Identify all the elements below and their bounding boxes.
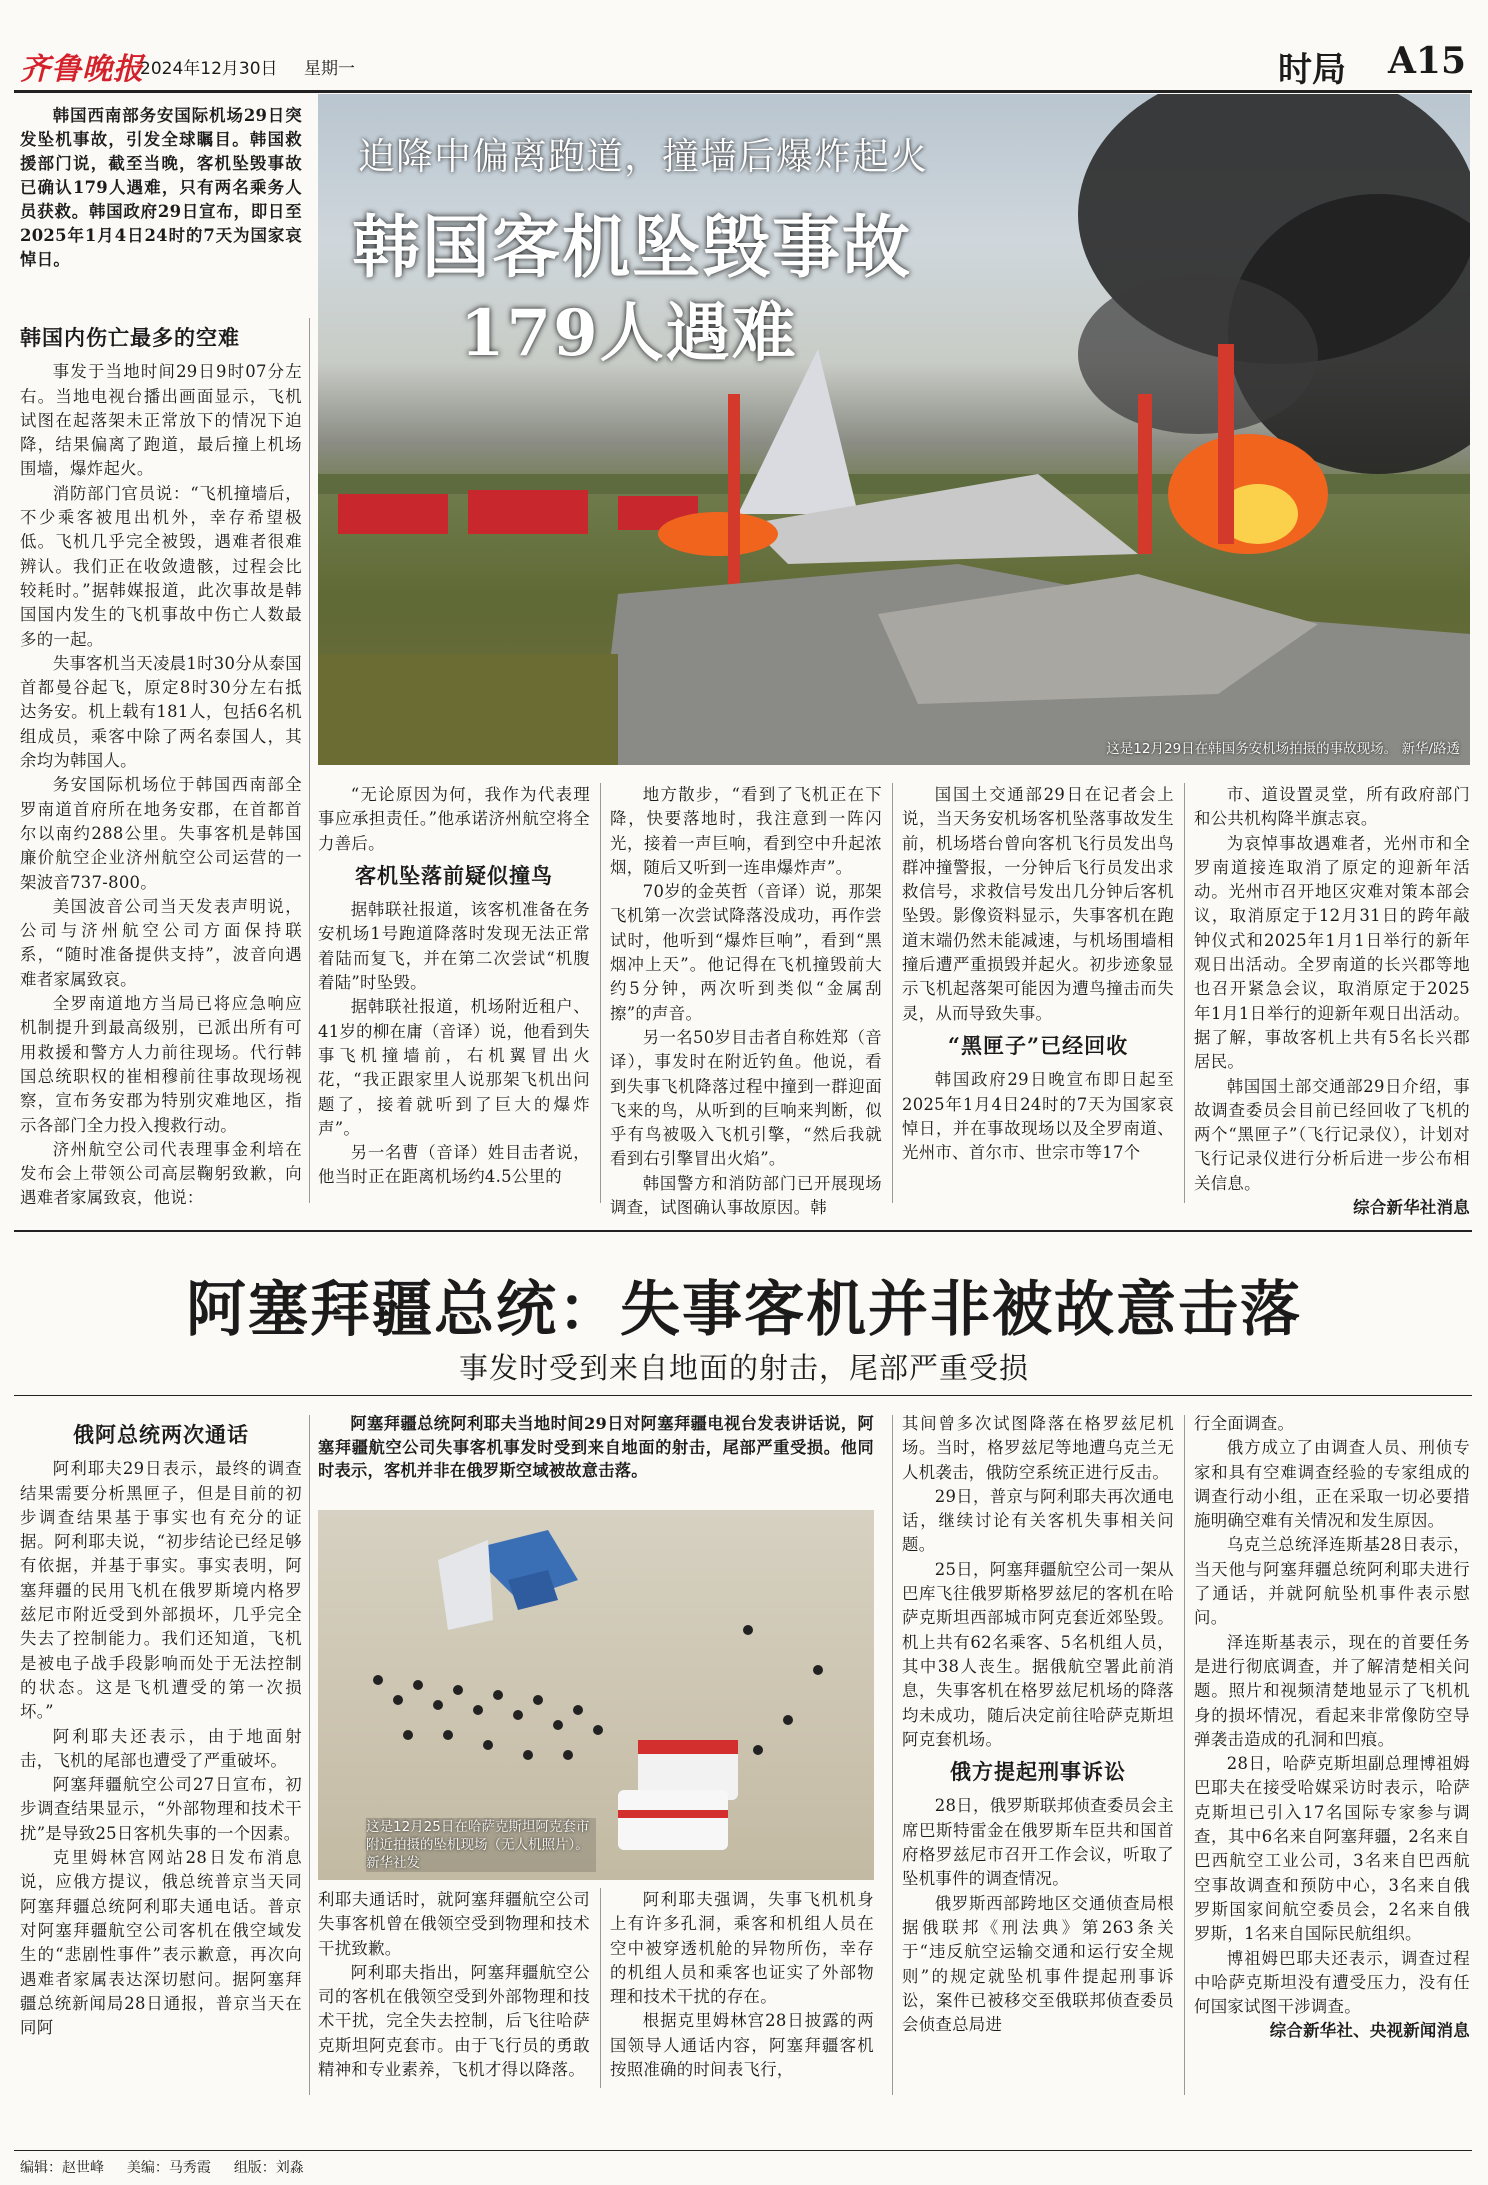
page-number: A15 bbox=[1388, 40, 1467, 82]
story2-lead: 阿塞拜疆总统阿利耶夫当地时间29日对阿塞拜疆电视台发表讲话说，阿塞拜疆航空公司失事客机事发时受到来自地面的射击，尾部严重受损。他同时表示，客机并非在俄罗斯空域被故意击落。 bbox=[318, 1414, 874, 1480]
column-divider bbox=[1184, 1415, 1185, 2095]
column-divider bbox=[309, 1415, 310, 2095]
story2-subhead-1: 俄阿总统两次通话 bbox=[73, 1422, 249, 1447]
story1-column-5: 市、道设置灵堂，所有政府部门和公共机构降半旗志哀。 为哀悼事故遇难者，光州市和全罗南道接连取消了原定的迎新年活动。光州市召开地区灾难对策本部会议，取消原定于12月31日的跨年敲钟仪式和2025年1月1日举行的新年观日出活动。全罗南道的长兴郡等地也召开紧急会议，取消原定于2025年1月1日举行的迎新年观日出活动。据了解，事故客机上共有5名长兴郡居民。 韩国国土部交通部29日介绍，事故调查委员会目前已经回收了飞机的两个“黑匣子”（飞行记录仪），计划对飞行记录仪进行分析后进一步公布相关信息。 综合新华社消息 bbox=[1194, 783, 1470, 1220]
story1-column-1: 韩国内伤亡最多的空难 事发于当地时间29日9时07分左右。当地电视台播出画面显示，飞机试图在起落架未正常放下的情况下迫降，结果偏离了跑道，最后撞上机场围墙，爆炸起火。 消防部门官员说：“飞机撞墙后，不少乘客被甩出机外，幸存希望极低。飞机几乎完全被毁，遇难者很难辨认。我们正在收敛遗骸，过程会比较耗时。”据韩媒报道，此次事故是韩国国内发生的飞机事故中伤亡人数最多的一起。 失事客机当天凌晨1时30分从泰国首都曼谷起飞，原定8时30分左右抵达务安。机上载有181人，包括6名机组成员，乘客中除了两名泰国人，其余均为韩国人。 务安国际机场位于韩国西南部全罗南道首府所在地务安郡，在首都首尔以南约288公里。失事客机是韩国廉价航空企业济州航空公司运营的一架波音737-800。 美国波音公司当天发表声明说，公司与济州航空公司方面保持联系，“随时准备提供支持”，波音向遇难者家属致哀。 全罗南道地方当局已将应急响应机制提升到最高级别，已派出所有可用救援和警方人力前往现场。代行韩国总统职权的崔相穆前往事故现场视察，宣布务安郡为特别灾难地区，指示各部门全力投入搜救行动。 济州航空公司代表理事金利培在发布会上带领公司高层鞠躬致歉，向遇难者家属致哀，他说： bbox=[20, 325, 302, 1208]
masthead-logo: 齐鲁晚报 bbox=[20, 52, 144, 87]
footer-designer: 美编：马秀霞 bbox=[126, 2160, 211, 2176]
footer-editor: 编辑：赵世峰 bbox=[20, 2160, 104, 2176]
story-separator bbox=[14, 1230, 1472, 1232]
story1-subhead-3: “黑匣子”已经回收 bbox=[947, 1032, 1129, 1058]
story2-headline: 阿塞拜疆总统：失事客机并非被故意击落 bbox=[186, 1275, 1302, 1345]
story1-column-2: “无论原因为何，我作为代表理事应承担责任。”他承诺济州航空将全力善后。 客机坠落前疑似撞鸟 据韩联社报道，该客机准备在务安机场1号跑道降落时发现无法正常着陆而复飞，并在第二次尝试“机腹着陆”时坠毁。 据韩联社报道，机场附近租户、41岁的柳在庸（音译）说，他看到失事飞机撞墙前，右机翼冒出火花，“我正跟家里人说那架飞机出问题了，接着就听到了巨大的爆炸声”。 另一名曹（音译）姓目击者说，他当时正在距离机场约4.5公里的 bbox=[318, 785, 590, 1187]
story2-signature: 综合新华社、央视新闻消息 bbox=[1269, 2021, 1470, 2041]
story1-subhead-1: 韩国内伤亡最多的空难 bbox=[20, 325, 240, 350]
footer-credits bbox=[20, 2157, 304, 2177]
story2-column-4: 其间曾多次试图降落在格罗兹尼机场。当时，格罗兹尼等地遭乌克兰无人机袭击，俄防空系统正进行反击。 29日，普京与阿利耶夫再次通电话，继续讨论有关客机失事相关问题。 25日，阿塞拜疆航空公司一架从巴库飞往俄罗斯格罗兹尼的客机在哈萨克斯坦西部城市阿克套近郊坠毁。机上共有62名乘客、5名机组人员，其中38人丧生。据俄航空署此前消息，失事客机在格罗兹尼机场的降落均未成功，随后决定前往哈萨克斯坦阿克套机场。 俄方提起刑事诉讼 28日，俄罗斯联邦侦查委员会主席巴斯特雷金在俄罗斯车臣共和国首府格罗兹尼市召开工作会议，听取了坠机事件的调查情况。 俄罗斯西部跨地区交通侦查局根据俄联邦《刑法典》第263条关于“违反航空运输交通和运行安全规则”的规定就坠机事件提起刑事诉讼，案件已被移交至俄联邦侦查委员会侦查总局进 bbox=[902, 1414, 1174, 2035]
column-divider bbox=[892, 1415, 893, 2095]
column-divider bbox=[600, 1888, 601, 2088]
story1-subhead-2: 客机坠落前疑似撞鸟 bbox=[355, 862, 553, 888]
crash-scene-photo bbox=[318, 94, 1470, 765]
issue-weekday: 星期一 bbox=[304, 59, 355, 79]
column-divider bbox=[600, 783, 601, 1203]
story2-column-1: 俄阿总统两次通话 阿利耶夫29日表示，最终的调查结果需要分析黑匣子，但是目前的初步调查结果基于事实也有充分的证据。阿利耶夫说，“初步结论已经足够有依据，并基于事实。事实表明，阿塞拜疆的民用飞机在俄罗斯境内格罗兹尼市附近受到外部损坏，几乎完全失去了控制能力。我们还知道，飞机是被电子战手段影响而处于无法控制的状态。这是飞机遭受的第一次损坏。” 阿利耶夫还表示，由于地面射击，飞机的尾部也遭受了严重破坏。 阿塞拜疆航空公司27日宣布，初步调查结果显示，“外部物理和技术干扰”是导致25日客机失事的一个因素。 克里姆林宫网站28日发布消息说，应俄方提议，俄总统普京当天同阿塞拜疆总统阿利耶夫通电话。普京对阿塞拜疆航空公司客机在俄空域发生的“悲剧性事件”表示歉意，再次向遇难者家属表达深切慰问。据阿塞拜疆总统新闻局28日通报，普京当天在同阿 bbox=[20, 1422, 302, 2038]
story1-headline-line2: 179人遇难 bbox=[460, 296, 798, 371]
story2-subhead-2: 俄方提起刑事诉讼 bbox=[950, 1759, 1126, 1785]
story2-rule bbox=[14, 1395, 1472, 1396]
section-name: 时局 bbox=[1278, 50, 1346, 90]
story1-column-4: 国国土交通部29日在记者会上说，当天务安机场客机坠落事故发生前，机场塔台曾向客机飞行员发出鸟群冲撞警报，一分钟后飞行员发出求救信号，求救信号发出几分钟后客机坠毁。影像资料显示，失事客机在跑道末端仍然未能减速，与机场围墙相撞后遭严重损毁并起火。初步迹象显示飞机起落架可能因为遭鸟撞击而失灵，从而导致失事。 “黑匣子”已经回收 韩国政府29日晚宣布即日起至2025年1月4日24时的7天为国家哀悼日，并在事故现场以及全罗南道、光州市、首尔市、世宗市等17个 bbox=[902, 785, 1174, 1163]
column-divider bbox=[1184, 783, 1185, 1203]
column-divider bbox=[309, 318, 310, 1203]
story2-column-5: 行全面调查。 俄方成立了由调查人员、刑侦专家和具有空难调查经验的专家组成的调查行动小组，正在采取一切必要措施明确空难有关情况和发生原因。 乌克兰总统泽连斯基28日表示，当天他与阿塞拜疆总统阿利耶夫进行了通话，并就阿航坠机事件表示慰问。 泽连斯基表示，现在的首要任务是进行彻底调查，并了解清楚相关问题。照片和视频清楚地显示了飞机机身的损坏情况，看起来非常像防空导弹袭击造成的孔洞和凹痕。 28日，哈萨克斯坦副总理博祖姆巴耶夫在接受哈媒采访时表示，哈萨克斯坦已引入17名国际专家参与调查，其中6名来自阿塞拜疆，2名来自巴西航空工业公司，3名来自巴西航空事故调查和预防中心，3名来自俄罗斯国家间航空委员会，2名来自俄罗斯，1名来自国际民航组织。 博祖姆巴耶夫还表示，调查过程中哈萨克斯坦没有遭受压力，没有任何国家试图干涉调查。 综合新华社、央视新闻消息 bbox=[1194, 1412, 1470, 2044]
photo2-caption: 这是12月25日在哈萨克斯坦阿克套市附近拍摄的坠机现场（无人机照片）。 新华社发 bbox=[366, 1818, 596, 1872]
photo1-caption: 这是12月29日在韩国务安机场拍摄的事故现场。 新华/路透 bbox=[1106, 741, 1460, 757]
story2-column-2: 利耶夫通话时，就阿塞拜疆航空公司失事客机曾在俄领空受到物理和技术干扰致歉。 阿利耶夫指出，阿塞拜疆航空公司的客机在俄领空受到外部物理和技术干扰，完全失去控制，后飞往哈萨克斯坦阿克套市。由于飞行员的勇敢精神和专业素养，飞机才得以降落。 bbox=[318, 1890, 590, 2080]
footer-proof: 组版：刘淼 bbox=[233, 2160, 304, 2176]
story1-signature: 综合新华社消息 bbox=[1353, 1198, 1470, 1218]
azerbaijan-crash-photo bbox=[318, 1510, 874, 1880]
story1-headline-line1: 韩国客机坠毁事故 bbox=[352, 208, 913, 288]
story1-lead: 韩国西南部务安国际机场29日突发坠机事故，引发全球瞩目。韩国救援部门说，截至当晚，客机坠毁事故已确认179人遇难，只有两名乘务人员获救。韩国政府29日宣布，即日至2025年1月4日24时的7天为国家哀悼日。 bbox=[20, 106, 302, 269]
story2-column-3: 阿利耶夫强调，失事飞机机身上有许多孔洞，乘客和机组人员在空中被穿透机舱的异物所伤，幸存的机组人员和乘客也证实了外部物理和技术干扰的存在。 根据克里姆林宫28日披露的两国领导人通话内容，阿塞拜疆客机按照准确的时间表飞行， bbox=[610, 1890, 874, 2080]
footer-rule bbox=[14, 2150, 1472, 2151]
issue-date: 2024年12月30日 bbox=[140, 59, 278, 79]
story1-column-3: 地方散步，“看到了飞机正在下降，快要落地时，我注意到一阵闪光，接着一声巨响，看到空中升起浓烟，随后又听到一连串爆炸声”。 70岁的金英哲（音译）说，那架飞机第一次尝试降落没成功，再作尝试时，他听到“爆炸巨响”，看到“黑烟冲上天”。他记得在飞机撞毁前大约5分钟，两次听到类似“金属刮擦”的声音。 另一名50岁目击者自称姓郑（音译），事发时在附近钓鱼。他说，看到失事飞机降落过程中撞到一群迎面飞来的鸟，从听到的巨响来判断，似乎有鸟被吸入飞机引擎，“然后我就看到右引擎冒出火焰”。 韩国警方和消防部门已开展现场调查，试图确认事故原因。韩 bbox=[610, 785, 882, 1218]
column-divider bbox=[892, 783, 893, 1203]
story1-kicker: 迫降中偏离跑道，撞墙后爆炸起火 bbox=[358, 135, 928, 178]
header-rule bbox=[14, 90, 1472, 93]
story2-subhead: 事发时受到来自地面的射击，尾部严重受损 bbox=[458, 1351, 1029, 1385]
